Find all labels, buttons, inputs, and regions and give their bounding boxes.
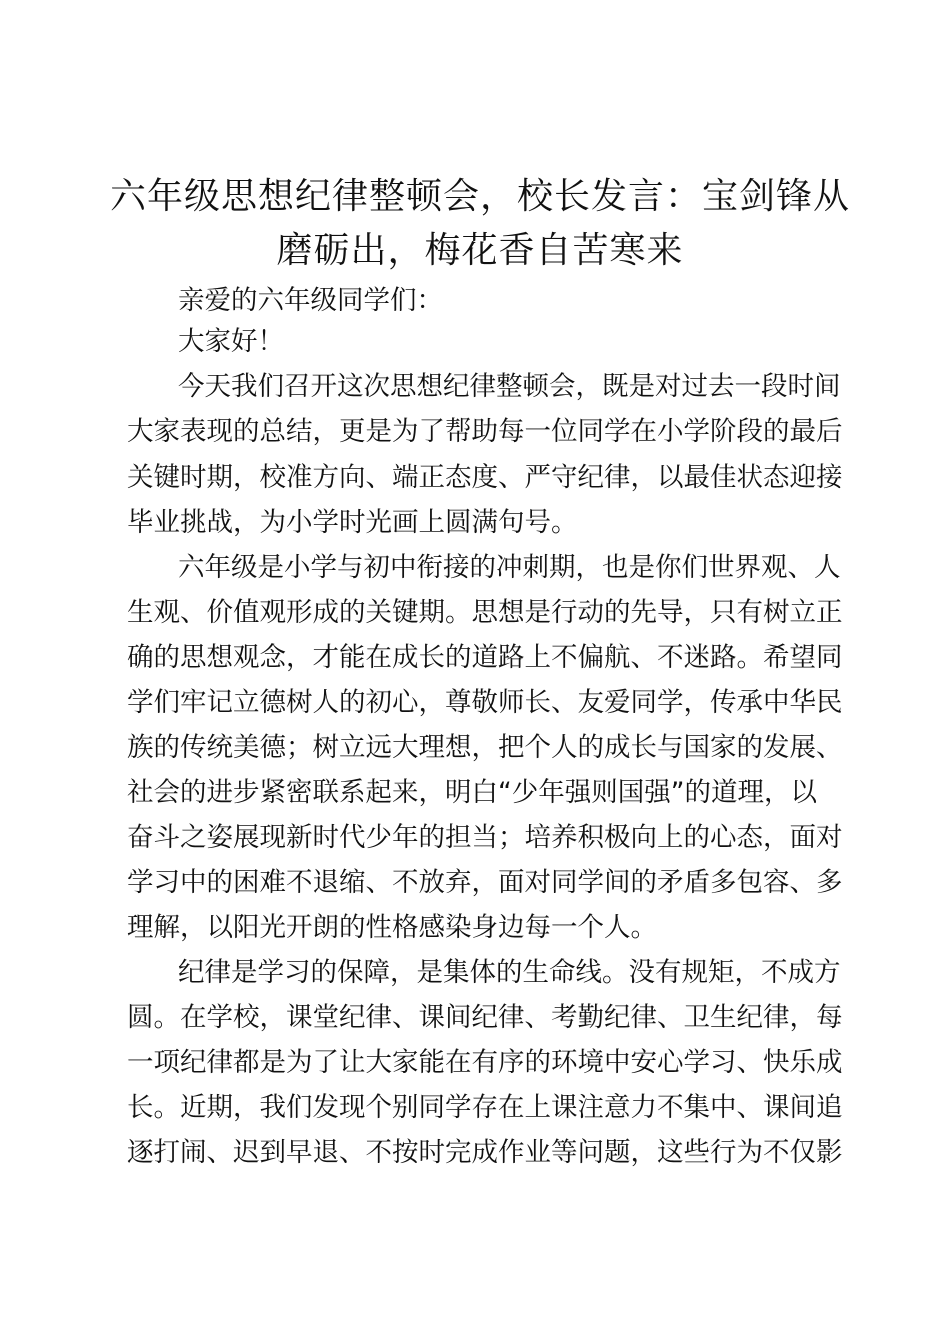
paragraph-line: 学习中的困难不退缩、不放弃，面对同学间的矛盾多包容、多 <box>127 867 843 898</box>
paragraph-line: 大家表现的总结，更是为了帮助每一位同学在小学阶段的最后 <box>127 416 843 447</box>
paragraph-line: 今天我们召开这次思想纪律整顿会，既是对过去一段时间 <box>178 371 841 402</box>
paragraph-line: 理解，以阳光开朗的性格感染身边每一个人。 <box>127 912 657 943</box>
paragraph-line: 社会的进步紧密联系起来，明白“少年强则国强”的道理，以 <box>127 777 817 808</box>
paragraph-line: 逐打闹、迟到早退、不按时完成作业等问题，这些行为不仅影 <box>127 1137 843 1168</box>
paragraph-line: 族的传统美德；树立远大理想，把个人的成长与国家的发展、 <box>127 732 843 763</box>
paragraph-line: 长。近期，我们发现个别同学存在上课注意力不集中、课间追 <box>127 1092 843 1123</box>
paragraph-line: 纪律是学习的保障，是集体的生命线。没有规矩，不成方 <box>178 957 841 988</box>
document-title <box>110 170 850 278</box>
paragraph-line: 毕业挑战，为小学时光画上圆满句号。 <box>127 507 578 538</box>
title-line-1: 六年级思想纪律整顿会，校长发言：宝剑锋从 <box>110 176 851 217</box>
paragraph-line: 六年级是小学与初中衔接的冲刺期，也是你们世界观、人 <box>178 552 841 583</box>
paragraph-line: 学们牢记立德树人的初心，尊敬师长、友爱同学，传承中华民 <box>127 687 843 718</box>
paragraph-line: 生观、价值观形成的关键期。思想是行动的先导，只有树立正 <box>127 597 843 628</box>
paragraph-line: 关键时期，校准方向、端正态度、严守纪律，以最佳状态迎接 <box>127 462 843 493</box>
title-line-2: 磨砺出，梅花香自苦寒来 <box>276 230 684 271</box>
paragraph-line: 一项纪律都是为了让大家能在有序的环境中安心学习、快乐成 <box>127 1047 843 1078</box>
greeting: 大家好！ <box>178 326 284 357</box>
paragraph-line: 圆。在学校，课堂纪律、课间纪律、考勤纪律、卫生纪律，每 <box>127 1002 843 1033</box>
salutation: 亲爱的六年级同学们： <box>178 285 443 316</box>
paragraph-line: 确的思想观念，才能在成长的道路上不偏航、不迷路。希望同 <box>127 642 843 673</box>
paragraph-line: 奋斗之姿展现新时代少年的担当；培养积极向上的心态，面对 <box>127 822 843 853</box>
